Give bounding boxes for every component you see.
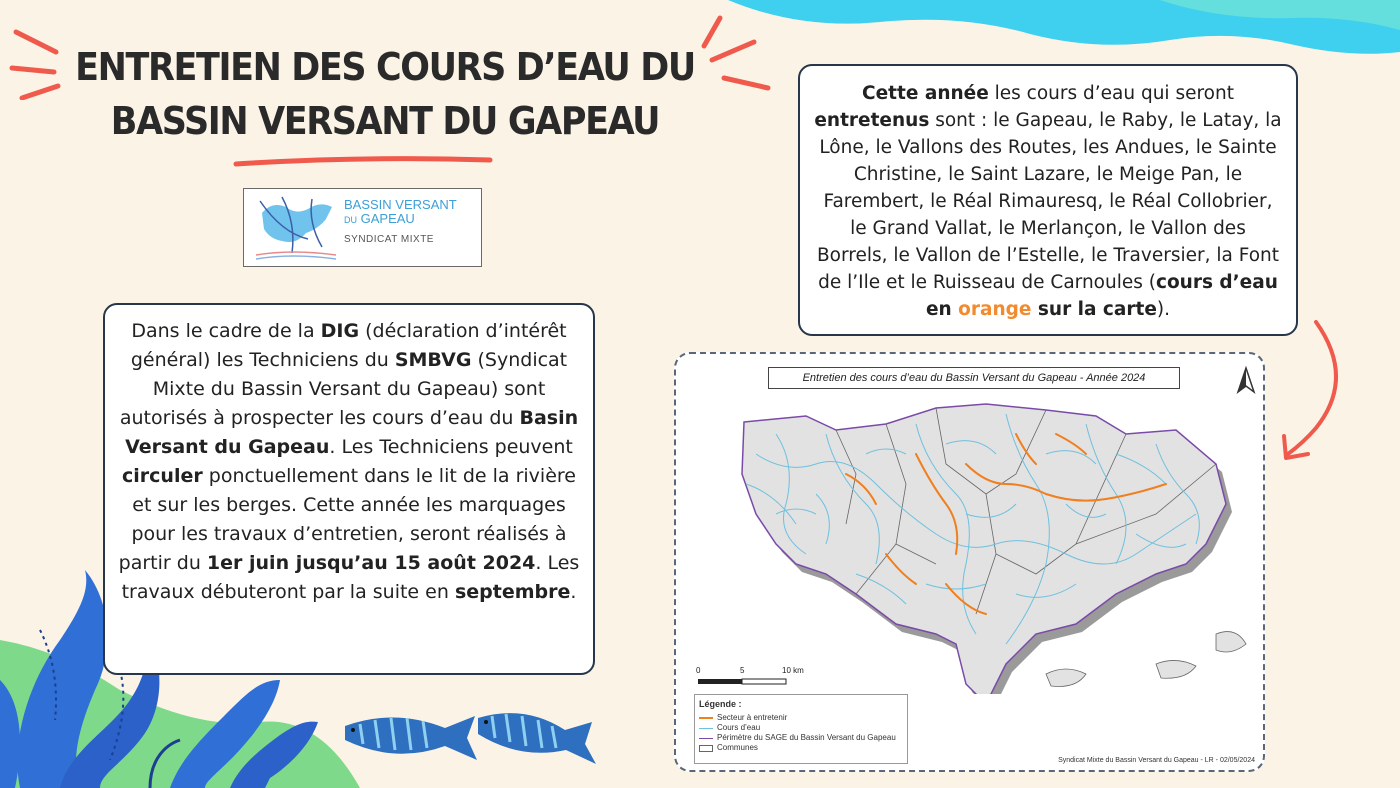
- rivers-text-8: ).: [1156, 299, 1170, 320]
- dig-text-6: Basin Versant du Gapeau: [125, 407, 579, 458]
- dig-text-12: septembre: [454, 581, 571, 603]
- logo-line-1: BASSIN VERSANT: [344, 197, 457, 212]
- basin-map: [716, 394, 1256, 694]
- dig-text-2: DIG: [320, 320, 360, 342]
- fish-icon: [470, 704, 600, 772]
- legend-item-rivers: [699, 723, 903, 733]
- dig-text-8: circuler: [122, 465, 203, 487]
- legend-label-rivers: Cours d’eau: [717, 723, 761, 732]
- legend-item-communes: [699, 743, 903, 753]
- dig-text-11: . Les travaux débuteront par la suite en: [121, 552, 580, 603]
- legend-label-perimeter: Périmètre du SAGE du Bassin Versant du Gapeau: [717, 733, 896, 742]
- legend-title: Légende :: [699, 699, 742, 709]
- legend-swatch-purple: [699, 738, 713, 739]
- logo-text: [344, 198, 457, 247]
- legend-swatch-orange: [699, 717, 713, 719]
- rivers-text-2: les cours d’eau qui seront: [988, 83, 1234, 104]
- map-credit: Syndicat Mixte du Bassin Versant du Gapeau - LR - 02/05/2024: [1058, 757, 1255, 764]
- title-underline: [232, 154, 494, 170]
- curved-arrow-icon: [1276, 318, 1356, 468]
- fish-icon: [335, 708, 485, 768]
- dig-info-box: [103, 303, 595, 675]
- legend-item-maintain: [699, 713, 903, 723]
- north-arrow-icon: [1234, 366, 1258, 396]
- map-frame: [674, 352, 1265, 772]
- dig-text-4: SMBVG: [394, 349, 472, 371]
- map-title: Entretien des cours d’eau du Bassin Versant du Gapeau - Année 2024: [768, 367, 1180, 389]
- dig-text-10: 1er juin jusqu’au 15 août 2024: [206, 552, 536, 574]
- rivers-text-orange: orange: [958, 299, 1032, 320]
- logo-line-2: [344, 212, 457, 227]
- map-legend: [694, 694, 908, 764]
- legend-swatch-box: [699, 745, 713, 752]
- rivers-text-3: entretenus: [814, 110, 930, 131]
- logo-line-2-main: GAPEAU: [360, 211, 415, 226]
- logo: [243, 188, 482, 267]
- logo-line-3: SYNDICAT MIXTE: [344, 234, 434, 245]
- scale-label-0: 0: [696, 666, 701, 675]
- rivers-text-1: Cette année: [862, 83, 989, 104]
- dig-text-3: (déclaration d’intérêt général) les Techniciens du: [130, 320, 567, 371]
- scale-bar: [698, 678, 790, 686]
- legend-label-communes: Communes: [717, 743, 758, 752]
- scale-label-5: 5: [740, 666, 745, 675]
- scale-label-10: 10 km: [782, 666, 804, 675]
- logo-mark-icon: [252, 193, 340, 263]
- rivers-text-7: sur la carte: [1031, 299, 1157, 320]
- dig-text-1: Dans le cadre de la: [131, 320, 321, 342]
- dig-text-9: ponctuellement dans le lit de la rivière et sur les berges. Cette année les marquages pour les travaux d’entretien, seront réalisés à partir du: [118, 465, 576, 574]
- title-line-2: BASSIN VERSANT DU GAPEAU: [110, 99, 660, 143]
- rivers-info-box: [798, 64, 1298, 336]
- dig-text-13: .: [570, 581, 577, 603]
- logo-line-2-small: DU: [344, 215, 357, 225]
- rivers-text-5: cours d’eau en: [926, 272, 1278, 320]
- sparkle-icon: [698, 12, 778, 92]
- dig-text-5: (Syndicat Mixte du Bassin Versant du Gapeau) sont autorisés à prospecter les cours d’eau du: [119, 349, 568, 429]
- legend-label-maintain: Secteur à entretenir: [717, 713, 788, 722]
- dig-text-7: . Les Techniciens peuvent: [329, 436, 573, 458]
- page-title: [68, 40, 703, 148]
- legend-swatch-blue: [699, 728, 713, 729]
- rivers-text-4: sont : le Gapeau, le Raby, le Latay, la Lône, le Vallons des Routes, les Andues, le Sainte Christine, le Saint Lazare, le Meige Pan, le Farembert, le Réal Rimauresq, le Réal Collobrier, le Grand Vallat, le Merlançon, le Vallon des Borrels, le Vallon de l’Estelle, le Traversier, la Font de l’Ile et le Ruisseau de Carnoules (: [816, 110, 1282, 293]
- legend-item-perimeter: [699, 733, 903, 743]
- title-line-1: ENTRETIEN DES COURS D’EAU DU: [75, 45, 695, 89]
